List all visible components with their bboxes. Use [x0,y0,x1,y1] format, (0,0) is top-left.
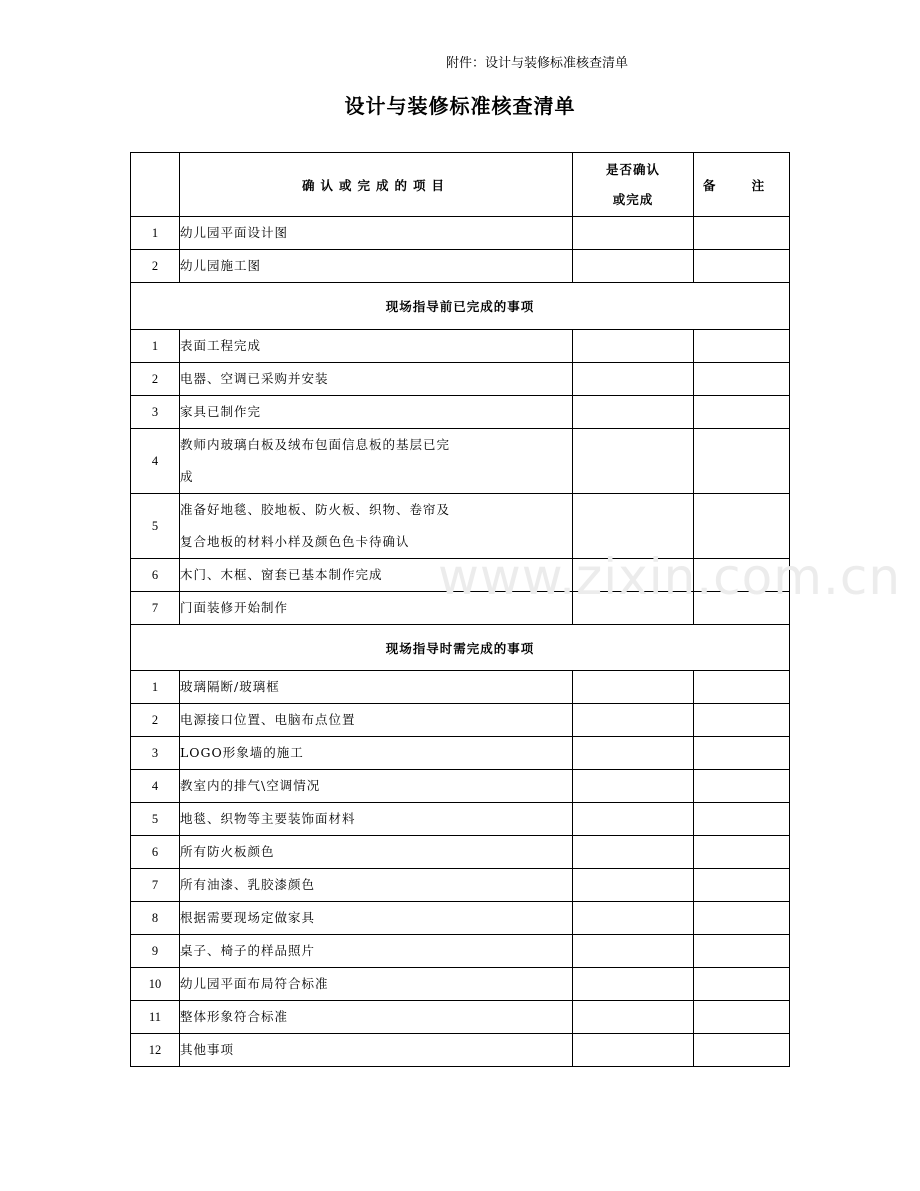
confirm-cell[interactable] [573,869,694,902]
table-row [131,737,790,770]
watermark: www.zixin.com.cn [438,548,902,606]
note-cell[interactable] [694,1034,790,1067]
note-cell[interactable] [694,1001,790,1034]
row-item: LOGO形象墙的施工 [180,737,573,770]
row-number: 2 [131,363,180,396]
confirm-cell[interactable] [573,935,694,968]
checklist-table [130,152,790,1067]
row-item-line1: 教师内玻璃白板及绒布包面信息板的基层已完 [180,437,451,452]
row-number: 4 [131,429,180,494]
row-item: 根据需要现场定做家具 [180,902,573,935]
table-row [131,935,790,968]
attachment-label: 附件：设计与装修标准核查清单 [446,56,629,71]
table-row [131,869,790,902]
note-cell[interactable] [694,737,790,770]
row-number: 7 [131,869,180,902]
row-item: 家具已制作完 [180,396,573,429]
confirm-cell[interactable] [573,968,694,1001]
note-cell[interactable] [694,803,790,836]
row-number: 10 [131,968,180,1001]
header-confirm-line1: 是否确认 [605,161,660,177]
row-number: 8 [131,902,180,935]
header-note [694,153,790,217]
table-row [131,250,790,283]
note-cell[interactable] [694,869,790,902]
row-number: 5 [131,494,180,559]
confirm-cell[interactable] [573,704,694,737]
table-row [131,704,790,737]
header-num-cell [131,153,180,217]
table-row [131,217,790,250]
header-item: 确认或完成的项目 [180,153,573,217]
section-row [131,625,790,671]
note-cell[interactable] [694,592,790,625]
confirm-cell[interactable] [573,494,694,559]
table-row [131,396,790,429]
note-cell[interactable] [694,429,790,494]
row-item: 其他事项 [180,1034,573,1067]
row-number: 11 [131,1001,180,1034]
document-title: 设计与装修标准核查清单 [344,94,576,118]
row-number: 5 [131,803,180,836]
note-cell[interactable] [694,217,790,250]
section-row [131,283,790,330]
row-item-line2: 复合地板的材料小样及颜色色卡待确认 [180,534,410,549]
row-item: 所有防火板颜色 [180,836,573,869]
header-confirm [573,153,694,217]
note-cell[interactable] [694,396,790,429]
row-item: 幼儿园平面设计图 [180,217,573,250]
header-confirm-line2: 或完成 [612,191,654,207]
row-number: 2 [131,250,180,283]
row-item [180,429,573,494]
confirm-cell[interactable] [573,429,694,494]
confirm-cell[interactable] [573,592,694,625]
confirm-cell[interactable] [573,1034,694,1067]
row-item: 门面装修开始制作 [180,592,573,625]
note-cell[interactable] [694,671,790,704]
row-item-line1: 准备好地毯、胶地板、防火板、织物、卷帘及 [180,502,451,517]
table-row [131,968,790,1001]
row-number: 7 [131,592,180,625]
row-item: 木门、木框、窗套已基本制作完成 [180,559,573,592]
row-item: 幼儿园平面布局符合标准 [180,968,573,1001]
confirm-cell[interactable] [573,363,694,396]
row-number: 4 [131,770,180,803]
row-item [180,494,573,559]
row-number: 1 [131,217,180,250]
table-row [131,1001,790,1034]
confirm-cell[interactable] [573,737,694,770]
note-cell[interactable] [694,836,790,869]
row-item: 所有油漆、乳胶漆颜色 [180,869,573,902]
note-cell[interactable] [694,494,790,559]
row-item-line2: 成 [180,469,194,484]
note-cell[interactable] [694,559,790,592]
note-cell[interactable] [694,704,790,737]
row-item: 整体形象符合标准 [180,1001,573,1034]
table-header-row [131,153,790,217]
row-number: 1 [131,330,180,363]
note-cell[interactable] [694,330,790,363]
confirm-cell[interactable] [573,330,694,363]
row-number: 6 [131,836,180,869]
row-number: 9 [131,935,180,968]
table-row [131,592,790,625]
section-title-during: 现场指导时需完成的事项 [131,625,790,671]
confirm-cell[interactable] [573,803,694,836]
row-number: 3 [131,396,180,429]
table-row [131,836,790,869]
row-number: 3 [131,737,180,770]
row-item: 表面工程完成 [180,330,573,363]
note-cell[interactable] [694,935,790,968]
row-item: 玻璃隔断/玻璃框 [180,671,573,704]
table-row [131,429,790,494]
confirm-cell[interactable] [573,217,694,250]
confirm-cell[interactable] [573,1001,694,1034]
table-row [131,1034,790,1067]
row-number: 1 [131,671,180,704]
row-item: 电源接口位置、电脑布点位置 [180,704,573,737]
confirm-cell[interactable] [573,902,694,935]
note-cell[interactable] [694,250,790,283]
row-item: 教室内的排气\空调情况 [180,770,573,803]
header-note-text: 备 注 [702,177,781,193]
row-item: 幼儿园施工图 [180,250,573,283]
confirm-cell[interactable] [573,396,694,429]
table-row [131,494,790,559]
row-number: 12 [131,1034,180,1067]
row-number: 6 [131,559,180,592]
table-row [131,902,790,935]
note-cell[interactable] [694,902,790,935]
row-item: 桌子、椅子的样品照片 [180,935,573,968]
section-title-before: 现场指导前已完成的事项 [131,283,790,330]
table-row [131,803,790,836]
confirm-cell[interactable] [573,559,694,592]
table-row [131,559,790,592]
row-item: 地毯、织物等主要装饰面材料 [180,803,573,836]
confirm-cell[interactable] [573,770,694,803]
table-row [131,770,790,803]
note-cell[interactable] [694,968,790,1001]
confirm-cell[interactable] [573,250,694,283]
table-row [131,363,790,396]
confirm-cell[interactable] [573,836,694,869]
row-item: 电器、空调已采购并安装 [180,363,573,396]
table-row [131,330,790,363]
confirm-cell[interactable] [573,671,694,704]
note-cell[interactable] [694,770,790,803]
row-number: 2 [131,704,180,737]
note-cell[interactable] [694,363,790,396]
table-row [131,671,790,704]
